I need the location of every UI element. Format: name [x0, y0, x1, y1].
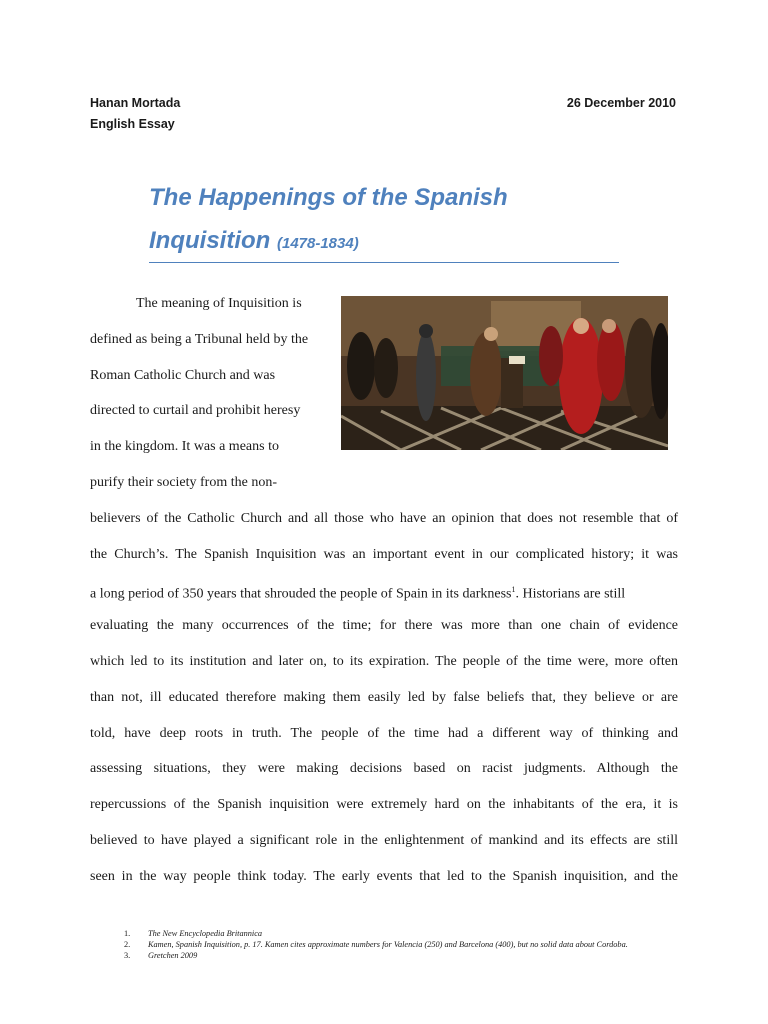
footnote-item [124, 929, 684, 940]
header-date: 26 December 2010 [566, 96, 676, 110]
body-line: purify their society from the non- [90, 474, 278, 490]
body-line: told, have deep roots in truth. The people of the time had a different way of thinking and [90, 725, 678, 741]
footnote-ref: 1 [511, 585, 516, 595]
footnote-text: Kamen, Spanish Inquisition, p. 17. Kamen cites approximate numbers for Valencia (250) and Barcelona (400), but no solid data about Cordoba. [148, 939, 628, 949]
body-line-text: a long period of 350 years that shrouded the people of Spain in its darkness [90, 587, 512, 603]
footnote-number: 2. [124, 939, 131, 949]
body-line: repercussions of the Spanish inquisition were extremely hard on the inhabitants of the era, it is [90, 797, 678, 813]
footnote-text: The New Encyclopedia Britannica [148, 929, 263, 938]
footnotes [124, 929, 684, 961]
course-name: English Essay [90, 117, 175, 131]
title-line-2 [149, 219, 619, 265]
body-line: believed to have played a significant role in the enlightenment of mankind and its effects are still [90, 832, 678, 848]
body-line: assessing situations, they were making decisions based on racist judgments. Although the [90, 761, 678, 777]
title-dates: (1478-1834) [276, 235, 359, 252]
title-underline [149, 262, 619, 263]
body-line: evaluating the many occurrences of the time; for there was more than one chain of evidence [90, 618, 678, 634]
body-line-tail: . Historians are still [515, 587, 626, 603]
body-line: than not, ill educated therefore making them easily led by false beliefs that, they believe or are [90, 689, 678, 705]
title-line-1: The Happenings of the Spanish [149, 184, 508, 211]
author-name: Hanan Mortada [90, 96, 181, 110]
body-line [90, 572, 678, 608]
body-line: directed to curtail and prohibit heresy [90, 403, 301, 419]
body-line: defined as being a Tribunal held by the [90, 331, 309, 347]
footnote-number: 3. [124, 950, 131, 960]
footnote-number: 1. [124, 929, 131, 938]
document-title [149, 176, 619, 265]
footnote-text: Gretchen 2009 [148, 950, 198, 960]
footnote-item [124, 940, 684, 951]
footnote-item [124, 951, 684, 962]
title-word-inquisition: Inquisition [149, 227, 271, 254]
body-line: in the kingdom. It was a means to [90, 439, 279, 455]
body-paragraph [90, 286, 678, 895]
body-line: which led to its institution and later on, to its expiration. The people of the time were, more often [90, 653, 678, 669]
body-line: the Church’s. The Spanish Inquisition was an important event in our complicated history; it was [90, 546, 678, 562]
body-line: believers of the Catholic Church and all those who have an opinion that does not resemble that of [90, 510, 678, 526]
header-left [90, 93, 180, 135]
body-line: Roman Catholic Church and was [90, 367, 276, 383]
body-line: seen in the way people think today. The early events that led to the Spanish inquisition, and the [90, 868, 678, 884]
body-line: The meaning of Inquisition is [136, 296, 302, 311]
